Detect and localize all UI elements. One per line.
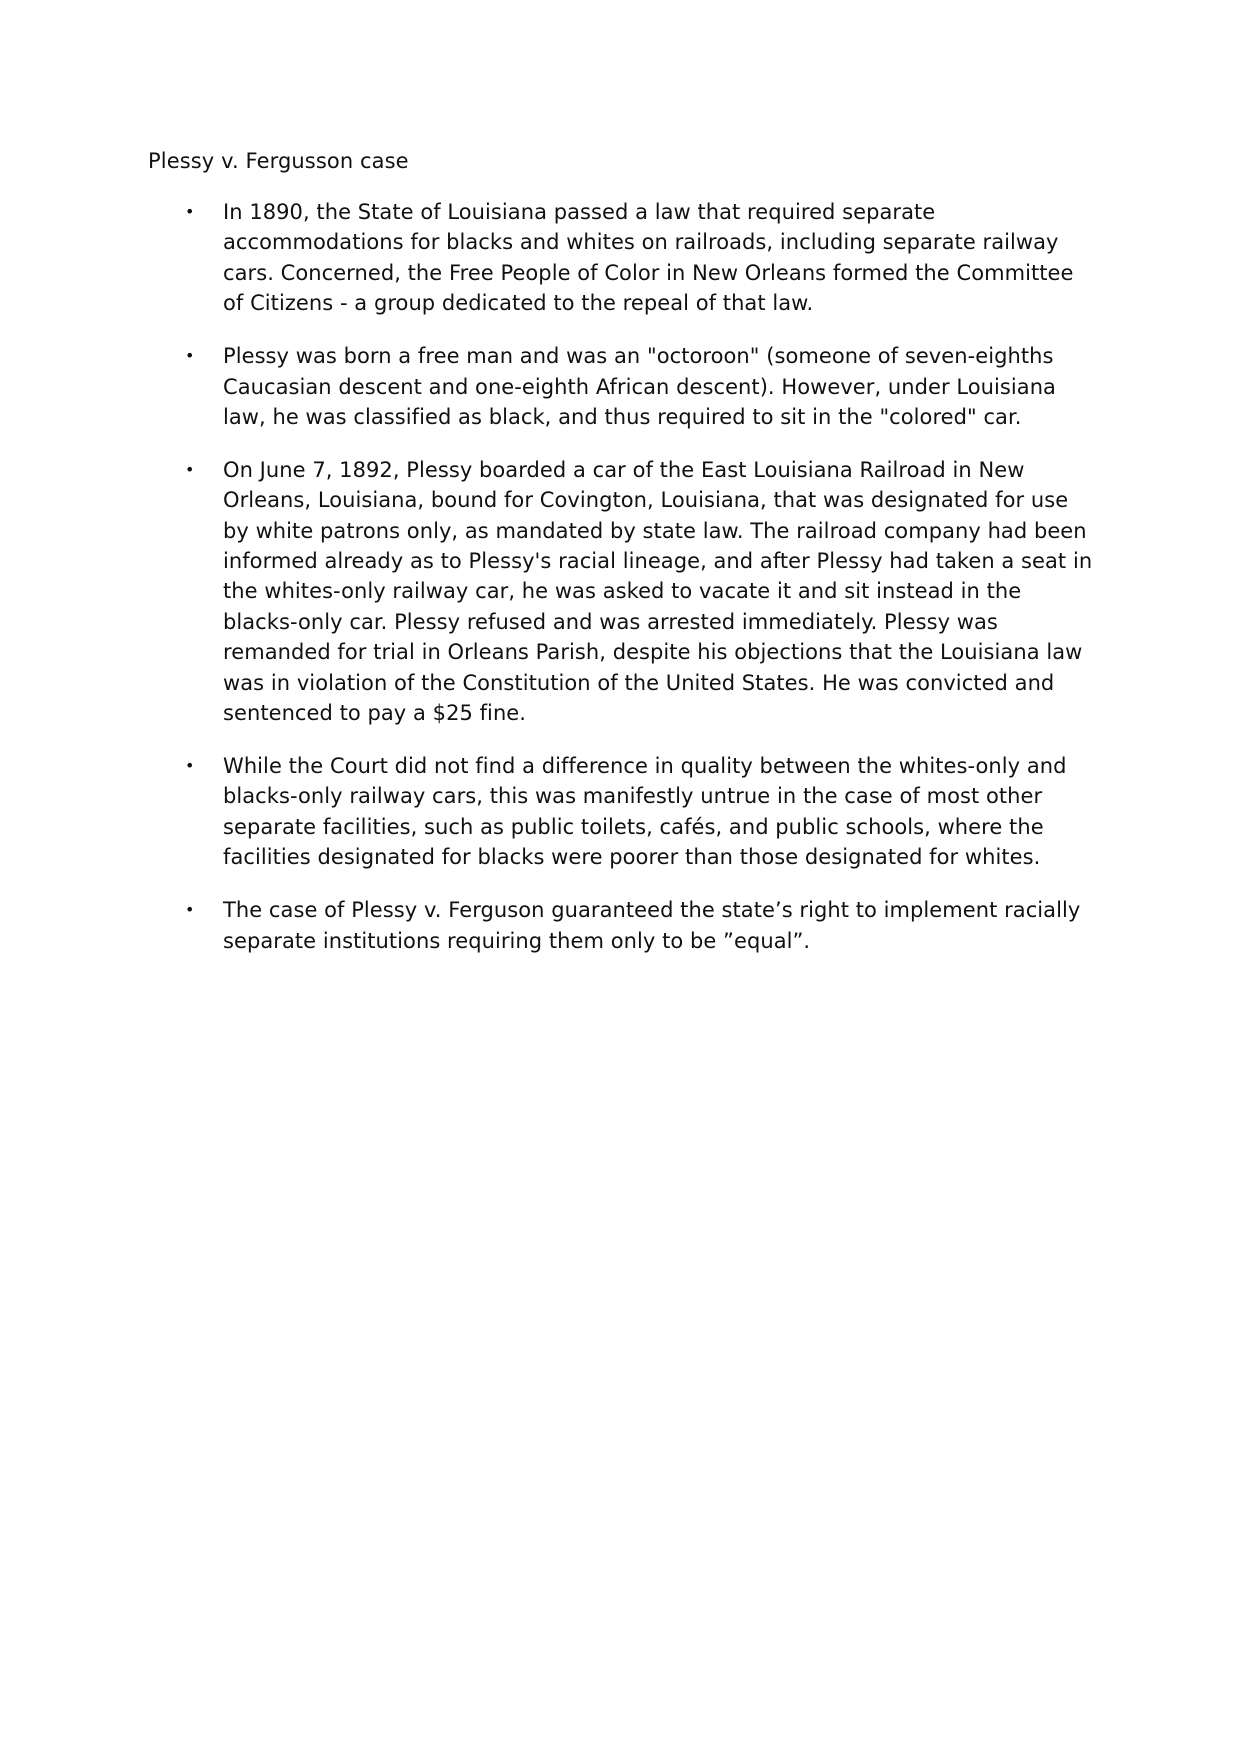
bullet-item-5	[148, 895, 1098, 956]
bullet-icon: •	[185, 900, 195, 920]
bullet-icon: •	[185, 459, 195, 479]
bullet-item-3	[148, 455, 1098, 729]
bullet-item-1	[148, 197, 1098, 319]
bullet-item-2	[148, 341, 1098, 432]
bullet-item-4	[148, 751, 1098, 873]
bullet-icon: •	[185, 202, 195, 221]
bullet-list	[148, 197, 1098, 978]
bullet-icon: •	[185, 346, 195, 366]
bullet-text: In 1890, the State of Louisiana passed a law that required separate accommodations for blacks and whites on railroads, including separate railway cars. Concerned, the Free People of Color in New Orleans formed the Committee of Citizens - a group dedicated to the repeal of that law.	[223, 200, 1074, 316]
bullet-text: On June 7, 1892, Plessy boarded a car of the East Louisiana Railroad in New Orleans, Louisiana, bound for Covington, Louisiana, that was designated for use by white patrons only, as mandated by state law. The railroad company had been informed already as to Plessy's racial lineage, and after Plessy had taken a seat in the whites-only railway car, he was asked to vacate it and sit instead in the blacks-only car. Plessy refused and was arrested immediately. Plessy was remanded for trial in Orleans Parish, despite his objections that the Louisiana law was in violation of the Constitution of the United States. He was convicted and sentenced to pay a $25 fine.	[223, 457, 1093, 726]
bullet-text: While the Court did not find a difference in quality between the whites-only and blacks-only railway cars, this was manifestly untrue in the case of most other separate facilities, such as public toilets, cafés, and public schools, where the facilities designated for blacks were poorer than those designated for whites.	[223, 754, 1067, 870]
document-title: Plessy v. Fergusson case	[148, 149, 409, 173]
bullet-text: The case of Plessy v. Ferguson guaranteed the state’s right to implement racially separate institutions requiring them only to be ”equal”.	[223, 898, 1081, 953]
bullet-icon: •	[185, 756, 195, 775]
bullet-text: Plessy was born a free man and was an "octoroon" (someone of seven-eighths Caucasian descent and one-eighth African descent). However, under Louisiana law, he was classified as black, and thus required to sit in the "colored" car.	[223, 344, 1056, 429]
